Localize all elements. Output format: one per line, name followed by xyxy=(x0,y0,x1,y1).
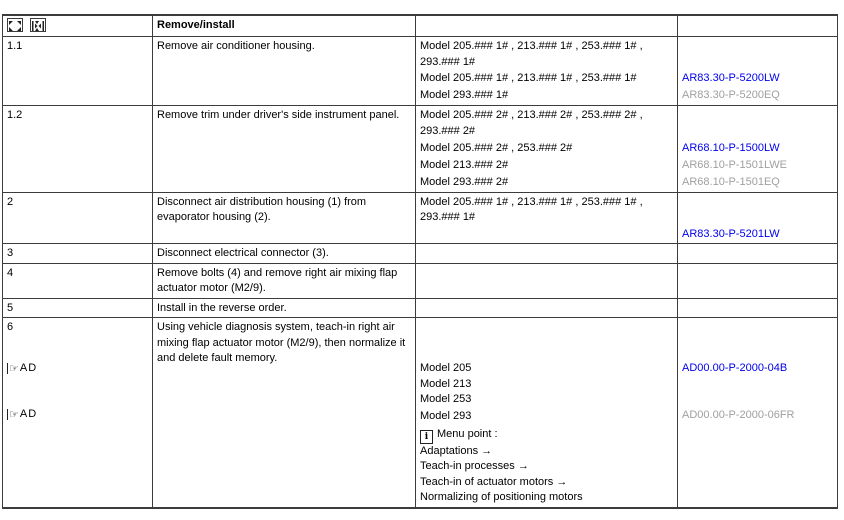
spacer xyxy=(682,320,683,361)
expand-all-icon[interactable] xyxy=(7,18,23,32)
document-link-cell xyxy=(678,299,839,318)
instruction-text: Disconnect electrical connector (3). xyxy=(153,244,416,263)
pointing-hand-icon: ☞ xyxy=(9,408,19,421)
model-applicability: Model 205 xyxy=(420,362,472,374)
model-applicability-cell xyxy=(416,318,678,507)
table-row xyxy=(3,318,837,507)
pointing-hand-icon: ☞ xyxy=(9,361,19,375)
document-link-cell xyxy=(678,244,839,263)
instruction-text: Remove air conditioner housing. xyxy=(153,37,416,105)
expand-all-glyph xyxy=(9,21,21,31)
document-link[interactable]: AR83.30-P-5201LW xyxy=(682,227,780,240)
spacer xyxy=(420,320,421,361)
menu-point-block xyxy=(420,427,673,506)
procedure-table xyxy=(2,14,838,509)
document-link-cell xyxy=(678,318,839,507)
menu-point-item: Adaptations → xyxy=(420,444,493,457)
model-applicability: Model 293.### 1# xyxy=(420,89,509,101)
model-applicability: Model 205.### 1# , 213.### 1# , 253.### 1# xyxy=(420,72,637,84)
model-applicability-cell xyxy=(416,264,678,298)
step-number: 1.2 xyxy=(3,106,153,192)
table-row xyxy=(3,299,837,319)
ad-marker[interactable] xyxy=(7,407,148,423)
instruction-text: Disconnect air distribution housing (1) from evaporator housing (2). xyxy=(153,193,416,244)
document-link-cell xyxy=(678,193,839,244)
instruction-text: Remove trim under driver's side instrument panel. xyxy=(153,106,416,192)
table-row xyxy=(3,244,837,264)
model-applicability: Model 253 xyxy=(420,393,472,405)
instruction-text: Remove bolts (4) and remove right air mixing flap actuator motor (M2/9). xyxy=(153,264,416,298)
model-applicability: Model 205.### 2# , 253.### 2# xyxy=(420,142,573,154)
document-link[interactable]: AR83.30-P-5200EQ xyxy=(682,89,780,101)
menu-point-label: Menu point : xyxy=(437,427,498,440)
model-applicability: Model 205.### 1# , 213.### 1# , 253.### 1# , 293.### 1# xyxy=(420,195,643,223)
step-number: 6 xyxy=(7,321,14,333)
model-applicability-cell xyxy=(416,37,678,105)
model-applicability-cell xyxy=(416,299,678,318)
document-link[interactable]: AR68.10-P-1500LW xyxy=(682,142,780,154)
document-link[interactable]: AR83.30-P-5200LW xyxy=(682,72,780,84)
model-applicability: Model 213 xyxy=(420,377,472,390)
table-header-row xyxy=(3,16,837,37)
table-row xyxy=(3,264,837,299)
model-applicability-cell xyxy=(416,193,678,244)
ad-marker-label: AD xyxy=(19,361,38,374)
collapse-all-icon[interactable] xyxy=(30,18,46,32)
document-link-cell xyxy=(678,106,839,192)
spacer xyxy=(682,377,683,408)
menu-point-item: Teach-in of actuator motors → xyxy=(420,475,568,488)
menu-point-item: Teach-in processes → xyxy=(420,460,529,472)
instruction-text: Install in the reverse order. xyxy=(153,299,416,318)
document-link-cell xyxy=(678,264,839,298)
model-applicability: Model 293.### 2# xyxy=(420,176,509,188)
model-applicability: Model 205.### 1# , 213.### 1# , 253.### 1# , 293.### 1# xyxy=(420,40,643,68)
table-row xyxy=(3,193,837,245)
instruction-text: Using vehicle diagnosis system, teach-in right air mixing flap actuator motor (M2/9), then normalize it and delete fault memory. xyxy=(153,318,416,507)
model-applicability: Model 293 xyxy=(420,409,472,422)
model-applicability-cell xyxy=(416,106,678,192)
step-number: 3 xyxy=(3,244,153,263)
step-number: 5 xyxy=(3,299,153,318)
document-link[interactable]: AR68.10-P-1501EQ xyxy=(682,176,780,188)
table-row xyxy=(3,37,837,106)
header-icons-cell xyxy=(3,16,153,36)
table-row xyxy=(3,106,837,193)
document-link-cell xyxy=(678,37,839,105)
document-link[interactable]: AR68.10-P-1501LWE xyxy=(682,159,787,171)
ad-marker-label: AD xyxy=(19,408,38,420)
document-link[interactable]: AD00.00-P-2000-06FR xyxy=(682,408,795,421)
step-cell xyxy=(3,318,153,507)
column-header-documents xyxy=(678,16,839,36)
column-header-remove-install: Remove/install xyxy=(153,16,416,36)
ad-marker[interactable] xyxy=(7,361,148,377)
step-number: 1.1 xyxy=(3,37,153,105)
collapse-all-glyph xyxy=(32,21,44,31)
step-number: 2 xyxy=(3,193,153,244)
menu-point-item: Normalizing of positioning motors xyxy=(420,491,583,503)
info-icon: i xyxy=(420,430,433,444)
menu-point-heading xyxy=(420,427,673,444)
document-link[interactable]: AD00.00-P-2000-04B xyxy=(682,362,788,374)
step-number: 4 xyxy=(3,264,153,298)
model-applicability: Model 213.### 2# xyxy=(420,159,509,171)
model-applicability-cell xyxy=(416,244,678,263)
column-header-models xyxy=(416,16,678,36)
model-applicability: Model 205.### 2# , 213.### 2# , 253.### 2# , 293.### 2# xyxy=(420,109,643,137)
